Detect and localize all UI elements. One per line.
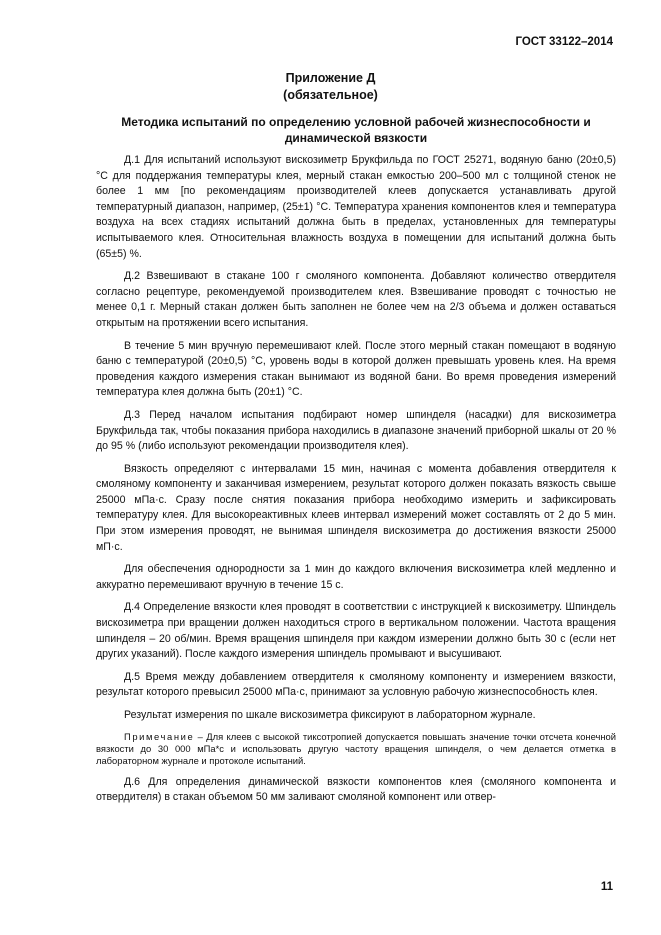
paragraph-d4: Д.4 Определение вязкости клея проводят в соответствии с инструкцией к вискозиметру. Шпиндель вискозиметра при вращении должен находиться строго в вертикальном положении. Частота вращения шпинделя – 20 об/мин. Время вращения шпинделя при каждом измерении должно быть 30 с (если нет других указаний). После каждого измерения шпиндель промывают и высушивают. xyxy=(96,601,616,661)
page-number: 11 xyxy=(600,881,613,893)
paragraph-d2: Д.2 Взвешивают в стакане 100 г смоляного компонента. Добавляют количество отвердителя согласно рецептуре, рекомендуемой производителем клея. Взвешивание проводят с точностью не менее 0,1 г. Мерный стакан должен быть заполнен не более чем на 2/3 объема и должен оставаться открытым на протяжении всего испытания. xyxy=(96,270,616,329)
appendix-subtitle: (обязательное) xyxy=(283,88,378,102)
document-body xyxy=(96,153,616,813)
method-title: Методика испытаний по определению условной рабочей жизнеспособности и динамической вязкости xyxy=(121,115,591,145)
appendix-heading xyxy=(0,70,661,104)
paragraph-mixing: В течение 5 мин вручную перемешивают клей. После этого мерный стакан помещают в водяную баню с температурой (20±0,5) °С, уровень воды в которой должен превышать уровень клея. На время проведения каждого измерения стакан вынимают из водяной бани. Во время проведения измерений температура клея должна быть (20±1) °С. xyxy=(96,339,616,399)
document-code: ГОСТ 33122–2014 xyxy=(515,36,613,48)
paragraph-homogeneity: Для обеспечения однородности за 1 мин до каждого включения вискозиметра клей медленно и аккуратно перемешивают вручную в течение 15 с. xyxy=(96,563,616,591)
note-label: Примечание xyxy=(124,730,195,742)
paragraph-d3: Д.3 Перед началом испытания подбирают номер шпинделя (насадки) для вискозиметра Брукфильда так, чтобы показания прибора находились в диапазоне значений приборной шкалы от 20 % до 95 % (либо используют рекомендации производителя клея). xyxy=(96,408,616,453)
paragraph-d5: Д.5 Время между добавлением отвердителя к смоляному компоненту и измерением вязкости, результат которого превысил 25000 мПа·с, принимают за условную рабочую жизнеспособность клея. xyxy=(96,670,616,699)
paragraph-viscosity-intervals: Вязкость определяют с интервалами 15 мин, начиная с момента добавления отвердителя к смоляному компоненту и заканчивая измерением, результат которого должен показать вязкость свыше 25000 мПа·с. Сразу после снятия показания прибора необходимо измерить и зафиксировать температуру клея. Для высокореактивных клеев интервал измерений может составлять от 2 до 5 мин. При этом измерения проводят, не вынимая шпинделя вискозиметра до достижения вязкости 25000 мП·с. xyxy=(96,462,616,553)
paragraph-result: Результат измерения по шкале вискозиметра фиксируют в лабораторном журнале. xyxy=(124,709,536,721)
paragraph-d1: Д.1 Для испытаний используют вискозиметр Брукфильда по ГОСТ 25271, водяную баню (20±0,5) °С для поддержания температуры клея, мерный стакан емкостью 200–500 мл с толщиной стенок не более 1 мм [по рекомендациям производителей клеев допускается устанавливать другой температурный диапазон, например, (25±1) °С. Температура хранения компонентов клея и температура воздуха на всех стадиях испытаний должна быть в пределах, установленных для температуры испытываемого клея. Относительная влажность воздуха в помещении для испытаний должна быть (65±5) %. xyxy=(96,154,616,260)
paragraph-d6: Д.6 Для определения динамической вязкости компонентов клея (смоляного компонента и отвердителя) в стакан объемом 50 мм заливают смоляной компонент или отвер- xyxy=(96,775,616,804)
note-text: – Для клеев с высокой тиксотропией допускается повышать значение точки отсчета конечной вязкости до 30 000 мПа*с и использовать другую частоту вращения шпинделя, о чем делается отметка в лабораторном журнале и протоколе испытаний. xyxy=(96,730,616,767)
appendix-title: Приложение Д xyxy=(285,71,376,85)
note xyxy=(96,731,616,768)
